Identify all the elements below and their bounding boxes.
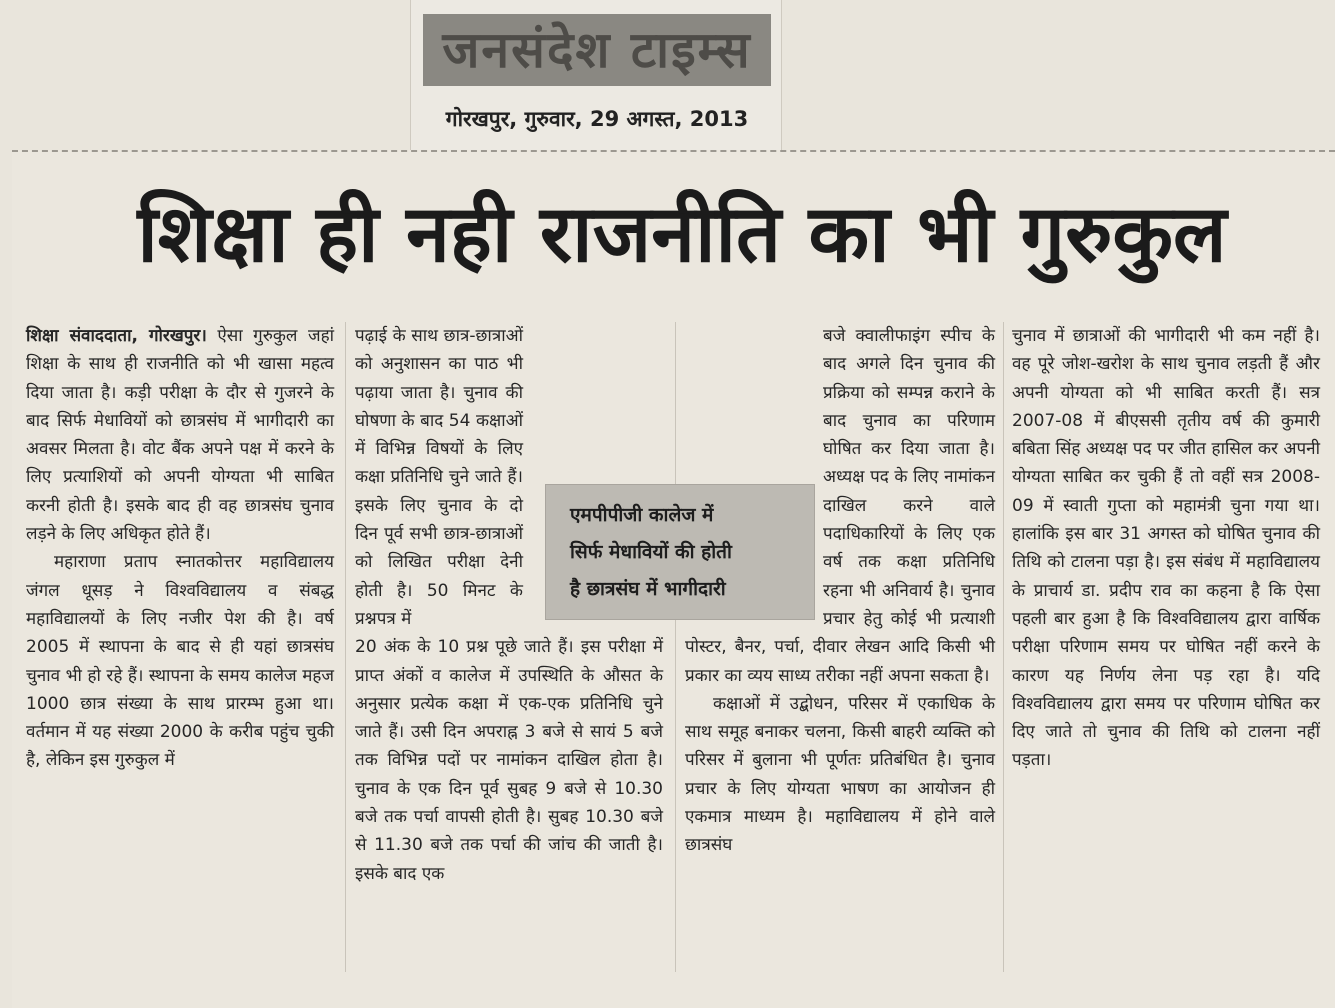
article-headline: शिक्षा ही नही राजनीति का भी गुरुकुल (137, 188, 1227, 280)
pull-quote-line: है छात्रसंघ में भागीदारी (570, 578, 726, 600)
article-clipping (12, 150, 1335, 1008)
paragraph: कक्षाओं में उद्बोधन, परिसर में एकाधिक के साथ समूह बनाकर चलना, किसी बाहरी व्यक्ति को परिसर में बुलाना भी पूर्णतः प्रतिबंधित है। चुनाव प्रचार के लिए योग्यता भाषण का आयोजन ही एकमात्र माध्यम है। महाविद्यालय में होने वाले छात्रसंघ (685, 693, 995, 856)
paragraph: महाराणा प्रताप स्नातकोत्तर महाविद्यालय जंगल धूसड़ ने विश्वविद्यालय व संबद्ध महाविद्यालयों के लिए नजीर पेश की है। वर्ष 2005 में स्थापना के बाद से ही यहां छात्रसंघ चुनाव भी हो रहे हैं। स्थापना के समय कालेज महज 1000 छात्र संख्या के साथ प्रारम्भ हुआ था। वर्तमान में यह संख्या 2000 के करीब पहुंच चुकी है, लेकिन इस गुरुकुल में (26, 552, 334, 771)
byline: शिक्षा संवाददाता, गोरखपुर। (26, 326, 207, 346)
paragraph-text: ऐसा गुरुकुल जहां शिक्षा के साथ ही राजनीति को भी खासा महत्व दिया जाता है। कड़ी परीक्षा के दौर से गुजरने के बाद सिर्फ मेधावियों को छात्रसंघ में भागीदारी का अवसर मिलता है। वोट बैंक अपने पक्ष में करने के लिए प्रत्याशियों को अपनी योग्यता भी साबित करनी होती है। इसके बाद ही वह छात्रसंघ चुनाव लड़ने के लिए अधिकृत होते हैं। (26, 326, 335, 545)
paragraph: पढ़ाई के साथ छात्र-छात्राओं को अनुशासन का पाठ भी पढ़ाया जाता है। चुनाव की घोषणा के बाद 54 कक्षाओं में विभिन्न विषयों के लिए कक्षा प्रतिनिधि चुने जाते हैं। इसके लिए चुनाव के दो दिन पूर्व सभी छात्र-छात्राओं को लिखित परीक्षा देनी होती है। 50 मिनट के प्रश्नपत्र में (355, 326, 523, 629)
column-divider (675, 322, 676, 972)
pull-quote-line: एमपीपीजी कालेज में (570, 504, 714, 526)
paragraph: चुनाव में छात्राओं की भागीदारी भी कम नहीं है। वह पूरे जोश-खरोश के साथ चुनाव लड़ती हैं और अपनी योग्यता को भी साबित करती हैं। सत्र 2007-08 में बीएससी तृतीय वर्ष की कुमारी बबिता सिंह अध्यक्ष पद पर जीत हासिल कर अपनी योग्यता साबित कर चुकी हैं तो वहीं सत्र 2008-09 में स्वाती गुप्ता को महामंत्री चुना गया था। हालांकि इस बार 31 अगस्त को घोषित चुनाव की तिथि को टालना पड़ा है। इस संबंध में महाविद्यालय के प्राचार्य डा. प्रदीप राव का कहना है कि ऐसा पहली बार हुआ है कि विश्वविद्यालय द्वारा वार्षिक परीक्षा परिणाम समय पर घोषित नहीं करने के कारण यह निर्णय लेना पड़ रहा है। यदि विश्वविद्यालय द्वारा समय पर परिणाम घोषित कर दिए जाते तो चुनाव की तिथि को टालना नहीं पड़ता। (1012, 326, 1320, 771)
paragraph (26, 322, 334, 548)
newspaper-logo: जनसंदेश टाइम्स (423, 14, 771, 86)
masthead (410, 0, 782, 158)
pull-quote-line: सिर्फ मेधावियों की होती (570, 541, 732, 563)
pull-quote-box (545, 484, 815, 620)
paragraph: 20 अंक के 10 प्रश्न पूछे जाते हैं। इस परीक्षा में प्राप्त अंकों व कालेज में उपस्थिति के औसत के अनुसार प्रत्येक कक्षा में एक-एक प्रतिनिधि चुने जाते हैं। उसी दिन अपराह्न 3 बजे से सायं 5 बजे तक विभिन्न पदों पर नामांकन दाखिल होता है। चुनाव के एक दिन पूर्व सुबह 9 बजे से 10.30 बजे तक पर्चा वापसी होती है। सुबह 10.30 बजे से 11.30 बजे तक पर्चा की जांच की जाती है। इसके बाद एक (355, 637, 663, 884)
column-divider (345, 322, 346, 972)
dateline: गोरखपुर, गुरुवार, 29 अगस्त, 2013 (445, 107, 749, 131)
article-column-1 (26, 322, 334, 775)
paragraph: बजे क्वालीफाइंग स्पीच के बाद अगले दिन चुनाव की प्रक्रिया को सम्पन्न कराने के बाद चुनाव का परिणाम घोषित कर दिया जाता है। अध्यक्ष पद के लिए नामांकन दाखिल करने वाले पदाधिकारियों के लिए एक वर्ष तक कक्षा प्रतिनिधि रहना भी अनिवार्य है। चुनाव प्रचार हेतु कोई भी प्रत्याशी पोस्टर, बैनर, पर्चा, दीवार लेखन आदि किसी भी प्रकार का व्यय साध्य तरीका नहीं अपना सकता है। (685, 326, 995, 686)
article-column-4 (1012, 322, 1320, 775)
column-divider (1003, 322, 1004, 972)
